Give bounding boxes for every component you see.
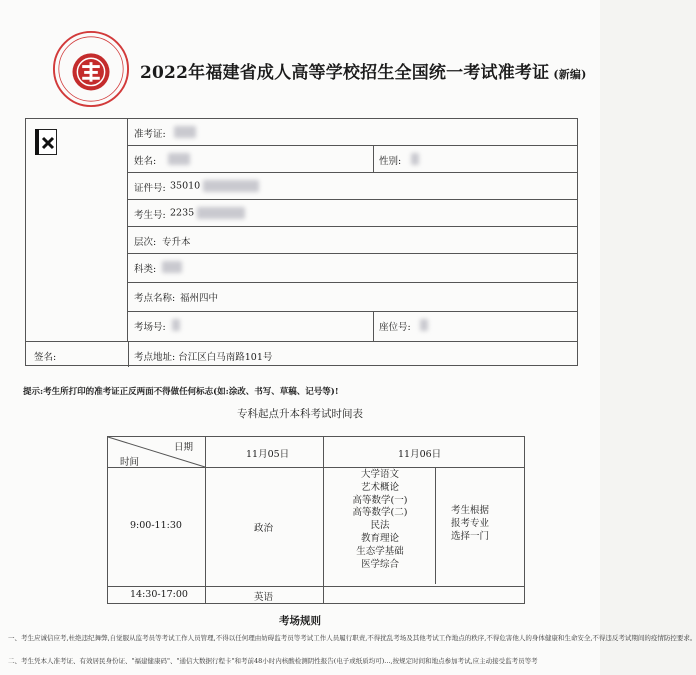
exam-schedule-table xyxy=(107,436,525,604)
rule-line-1: 一、考生应诚信应考,杜绝违纪舞弊,自觉服从监考员等考试工作人员管理,不得以任何理由妨碍监考员等考试工作人员履行职责,不得扰乱考场及其他考试工作地点的秩序,不得危害他人的身体健康和生命安全,不得违反考试期间的疫情防控要求。 xyxy=(8,634,696,642)
title-note: (新编) xyxy=(553,68,587,81)
row-room: 考场号: 座位号: xyxy=(128,312,577,341)
ticket-title: 2022年福建省成人高等学校招生全国统一考试准考证 (新编) xyxy=(140,63,587,83)
row-subject: 科类: xyxy=(128,254,577,283)
row-site: 考点名称: 福州四中 xyxy=(128,283,577,312)
exam-authority-seal-icon xyxy=(52,30,130,108)
seat-label: 座位号: xyxy=(379,322,411,333)
row-id: 证件号: 35010 xyxy=(128,173,577,200)
subject-choice-note: 考生根据 报考专业 选择一门 xyxy=(450,505,489,542)
nov05-afternoon-subject: 英语 xyxy=(254,592,274,603)
header-date: 日期 xyxy=(174,442,194,453)
photo-cell xyxy=(26,119,128,341)
row-exam-no: 准考证: xyxy=(128,119,577,146)
header-time: 时间 xyxy=(120,457,140,468)
nov06-morning-subjects: 大学语文 艺术概论 高等数学(一) 高等数学(二) 民法 教育理论 生态学基础 医学综合 xyxy=(352,469,408,570)
rules-title: 考场规则 xyxy=(279,615,321,627)
schedule-title: 专科起点升本科考试时间表 xyxy=(237,408,363,420)
date-nov-05: 11月05日 xyxy=(246,449,290,460)
warning-notice: 提示:考生所打印的准考证正反两面不得做任何标志(如:涂改、书写、草稿、记号等)! xyxy=(23,387,339,397)
row-sign-address xyxy=(26,341,577,367)
rule-line-2: 二、考生凭本人准考证、有效居民身份证、"福建健康码"、"通信大数据行程卡"和考前48小时内核酸检测阴性报告(电子或纸质均可)...,按规定时间和地点参加考试,应主动接受监考员等考 xyxy=(8,657,538,665)
row-name: 姓名: 性别: xyxy=(128,146,577,173)
date-nov-06: 11月06日 xyxy=(398,449,442,460)
row-candidate-no: 考生号: 2235 xyxy=(128,200,577,227)
row-level: 层次: 专升本 xyxy=(128,227,577,254)
slot-afternoon: 14:30-17:00 xyxy=(130,589,188,600)
candidate-info-table xyxy=(25,118,578,366)
address-field: 考点地址: 台江区白马南路101号 xyxy=(134,352,273,363)
slot-morning: 9:00-11:30 xyxy=(130,520,182,531)
nov05-morning-subject: 政治 xyxy=(254,523,274,534)
broken-photo-icon xyxy=(35,129,57,155)
gender-label: 性别: xyxy=(379,156,402,167)
sign-label: 签名: xyxy=(34,352,57,363)
